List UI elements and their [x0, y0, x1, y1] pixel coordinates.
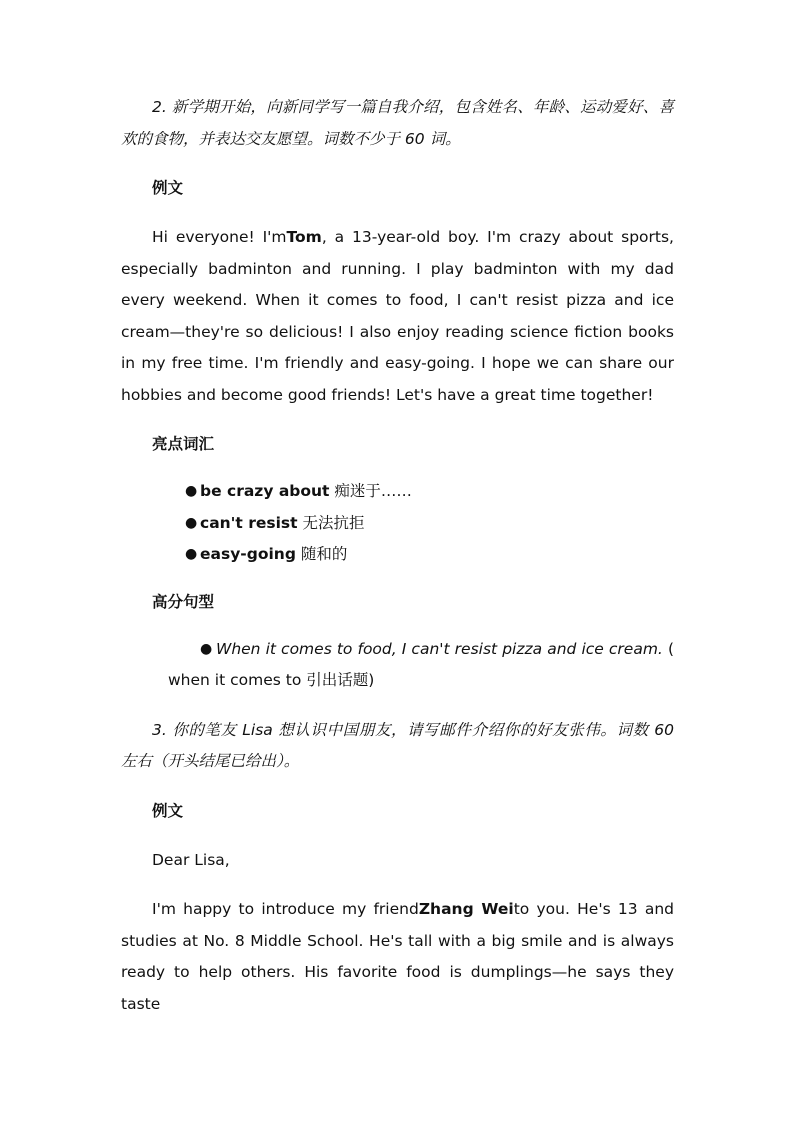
letter-text-rest: to you. He's 13 and studies at No. 8 Middle School. He's tall with a big smile and is always ready to help others. His favorite food is dumplings—he says they taste: [121, 900, 674, 1013]
task2-essay: [121, 222, 674, 411]
vocab-heading: 亮点词汇: [152, 435, 215, 453]
vocab-meaning: 无法抗拒: [297, 513, 365, 532]
vocab-term: easy-going: [200, 545, 296, 563]
essay-text-rest: , a 13-year-old boy. I'm crazy about sports, especially badminton and running. I play badminton with my dad every weekend. When it comes to food, I can't resist pizza and ice cream—they're so delicious! I also enjoy reading science fiction books in my free time. I'm friendly and easy-going. I hope we can share our hobbies and become good friends! Let's have a great time together!: [121, 228, 674, 404]
bullet-dot-icon: ●: [185, 514, 198, 531]
vocab-meaning: 痴迷于……: [329, 482, 412, 500]
vocab-term: be crazy about: [200, 482, 330, 500]
vocab-list: [121, 476, 674, 571]
task3-prompt: 3. 你的笔友 Lisa 想认识中国朋友，请写邮件介绍你的好友张伟。词数 60 左右（开头结尾已给出）。: [121, 720, 674, 770]
letter-greeting: Dear Lisa,: [152, 850, 230, 869]
task2-prompt: 2. 新学期开始，向新同学写一篇自我介绍，包含姓名、年龄、运动爱好、喜欢的食物，并表达交友愿望。词数不少于 60 词。: [121, 98, 674, 148]
letter-text-start: I'm happy to introduce my friend: [152, 900, 419, 918]
key-sentence-paren: (: [662, 639, 674, 658]
key-sentence: [121, 634, 674, 697]
letter-friend-name: Zhang Wei: [418, 900, 514, 918]
bullet-dot-icon: ●: [200, 640, 213, 657]
key-sentence-text: When it comes to food, I can't resist pizza and ice cream.: [216, 639, 663, 658]
essay-text-start: Hi everyone! I'm: [152, 228, 287, 246]
vocab-term: can't resist: [200, 513, 298, 532]
task3-sample-heading: 例文: [152, 801, 184, 820]
essay-name: Tom: [286, 228, 322, 246]
vocab-item: [185, 508, 674, 540]
bullet-dot-icon: ●: [185, 483, 198, 499]
document-page: [121, 92, 674, 1020]
vocab-meaning: 随和的: [295, 545, 348, 563]
key-sentence-note: when it comes to 引出话题): [168, 671, 375, 689]
vocab-item: [185, 539, 674, 571]
sentence-heading: 高分句型: [152, 592, 215, 611]
key-sentence-line: [168, 634, 674, 666]
vocab-item: [185, 476, 674, 508]
letter-body: [121, 894, 674, 1020]
bullet-dot-icon: ●: [185, 546, 198, 562]
task2-sample-heading: 例文: [152, 179, 184, 197]
